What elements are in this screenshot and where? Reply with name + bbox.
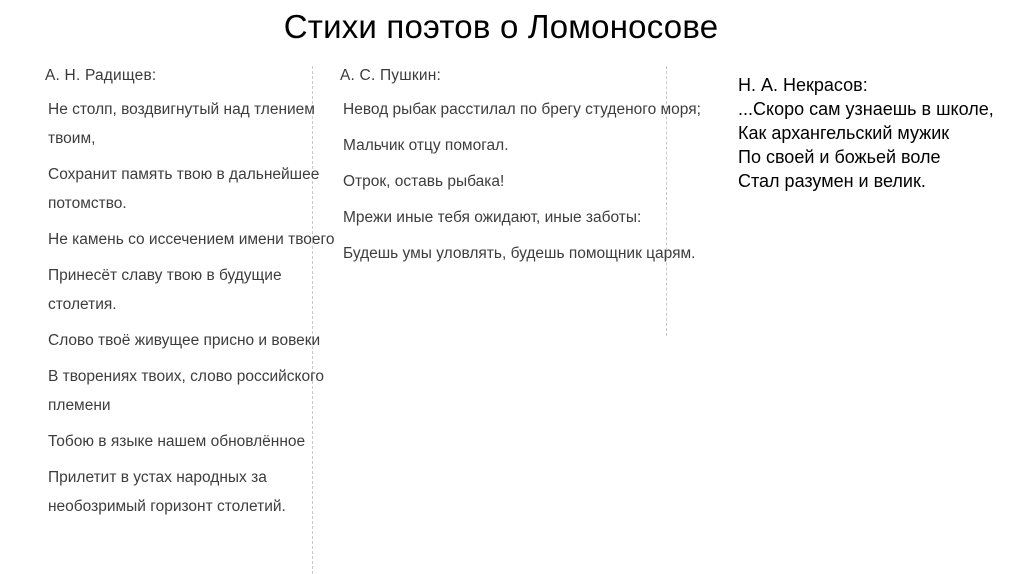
poem-line: Как архангельский мужик	[738, 123, 950, 143]
poem-line: Будешь умы уловлять, будешь помощник царям.	[343, 245, 696, 262]
poem-line: Не камень со иссечением имени твоего	[48, 231, 335, 248]
poem-author: Н. А. Некрасов:	[738, 75, 868, 95]
poem-line: Отрок, оставь рыбака!	[343, 173, 505, 190]
poem-column-nekrasov	[738, 73, 1024, 193]
poem-line: Тобою в языке нашем обновлённое	[48, 433, 306, 450]
poem-line: Мальчик отцу помогал.	[343, 137, 509, 154]
poem-column-pushkin	[340, 67, 703, 275]
poem-author: А. С. Пушкин:	[340, 67, 441, 84]
poem-line: Принесёт славу твою в будущие столетия.	[48, 267, 282, 313]
poem-line: Сохранит память твою в дальнейшее потомство.	[48, 166, 320, 212]
poem-line: По своей и божьей воле	[738, 147, 941, 167]
poem-line: Невод рыбак расстилал по брегу студеного моря;	[343, 101, 701, 118]
slide-title: Стихи поэтов о Ломоносове	[283, 8, 719, 45]
poem-line: Мрежи иные тебя ожидают, иные заботы:	[343, 209, 642, 226]
poem-author: А. Н. Радищев:	[45, 67, 157, 84]
poem-line: ...Скоро сам узнаешь в школе,	[738, 99, 994, 119]
poem-column-radishchev	[45, 67, 348, 528]
poem-line: Стал разумен и велик.	[738, 171, 926, 191]
poem-line: Слово твоё живущее присно и вовеки	[48, 332, 321, 349]
poem-line: Прилетит в устах народных за необозримый горизонт столетий.	[48, 469, 286, 515]
poem-line: В творениях твоих, слово российского племени	[48, 368, 325, 414]
poem-line: Не столп, воздвигнутый над тлением твоим,	[48, 101, 315, 147]
